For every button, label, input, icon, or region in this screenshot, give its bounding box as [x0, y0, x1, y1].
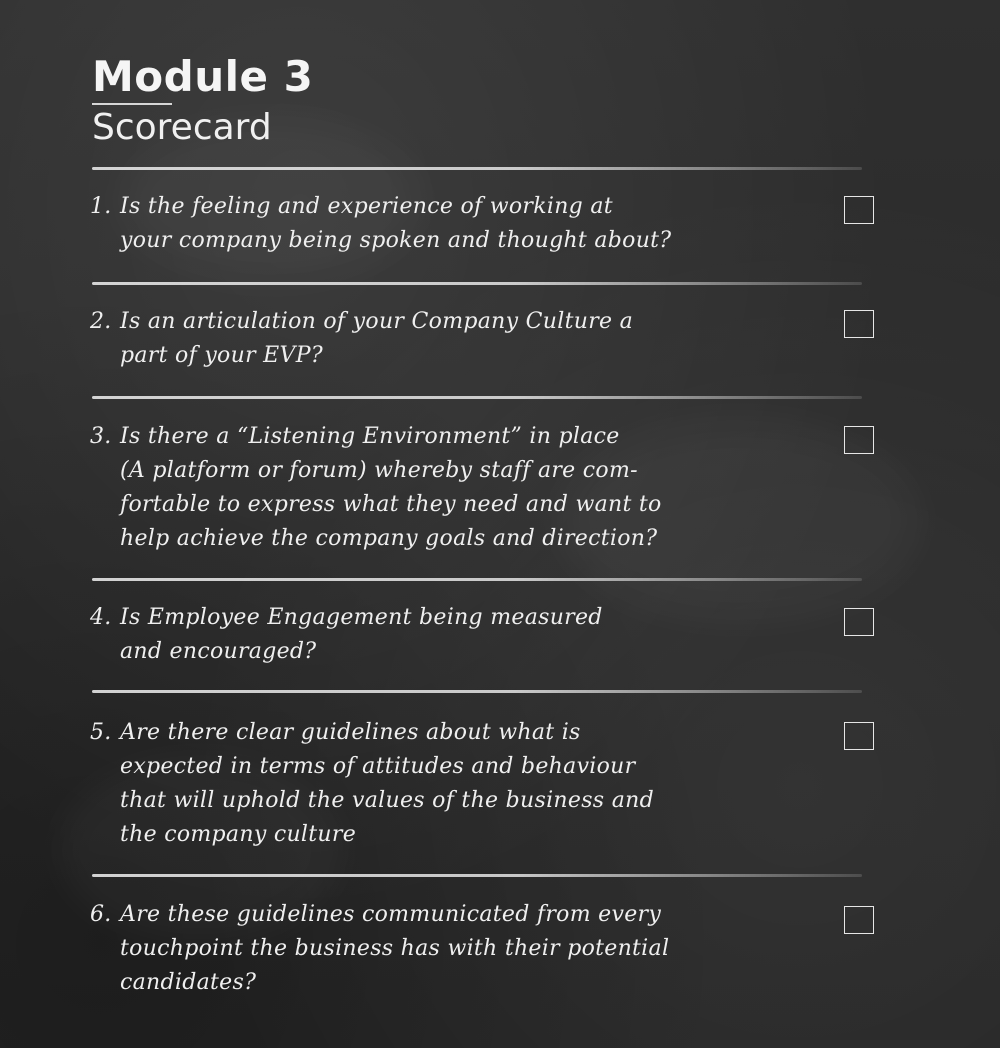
question-4-checkbox[interactable] [844, 608, 874, 636]
divider-rule [92, 167, 862, 170]
question-number: 5. [90, 720, 112, 745]
question-6 [90, 898, 770, 1000]
module-title: Module 3 [92, 52, 314, 101]
question-number: 4. [90, 605, 112, 630]
question-text-line: and encouraged? [120, 639, 317, 664]
question-text-line: your company being spoken and thought about? [120, 228, 672, 253]
question-text-line: Is there a “Listening Environment” in place [120, 424, 620, 449]
question-text-line: candidates? [120, 970, 257, 995]
question-5 [90, 716, 770, 852]
question-text-line: part of your EVP? [120, 343, 323, 368]
question-2 [90, 305, 770, 373]
question-text-line: Is the feeling and experience of working at [120, 194, 613, 219]
question-number: 3. [90, 424, 112, 449]
question-number: 2. [90, 309, 112, 334]
question-text-line: that will uphold the values of the business and [120, 788, 654, 813]
scorecard-subtitle: Scorecard [92, 107, 272, 148]
question-text-line: (A platform or forum) whereby staff are com- [120, 458, 638, 483]
question-6-checkbox[interactable] [844, 906, 874, 934]
question-text-line: Is an articulation of your Company Culture a [120, 309, 634, 334]
question-1-checkbox[interactable] [844, 196, 874, 224]
question-text-line: Are there clear guidelines about what is [120, 720, 581, 745]
question-3-checkbox[interactable] [844, 426, 874, 454]
question-text-line: expected in terms of attitudes and behaviour [120, 754, 636, 779]
divider-rule [92, 282, 862, 285]
divider-rule [92, 690, 862, 693]
question-text-line: touchpoint the business has with their potential [120, 936, 670, 961]
question-text-line: Are these guidelines communicated from every [120, 902, 662, 927]
divider-rule [92, 578, 862, 581]
question-text-line: the company culture [120, 822, 357, 847]
title-block [92, 52, 313, 151]
divider-rule [92, 874, 862, 877]
question-3 [90, 420, 770, 556]
question-text-line: help achieve the company goals and direction? [120, 526, 658, 551]
question-text-line: Is Employee Engagement being measured [120, 605, 603, 630]
question-5-checkbox[interactable] [844, 722, 874, 750]
question-text-line: fortable to express what they need and want to [120, 492, 662, 517]
divider-rule [92, 396, 862, 399]
title-underline [92, 103, 172, 105]
question-2-checkbox[interactable] [844, 310, 874, 338]
question-number: 6. [90, 902, 112, 927]
question-4 [90, 601, 770, 669]
question-number: 1. [90, 194, 112, 219]
question-1 [90, 190, 770, 258]
